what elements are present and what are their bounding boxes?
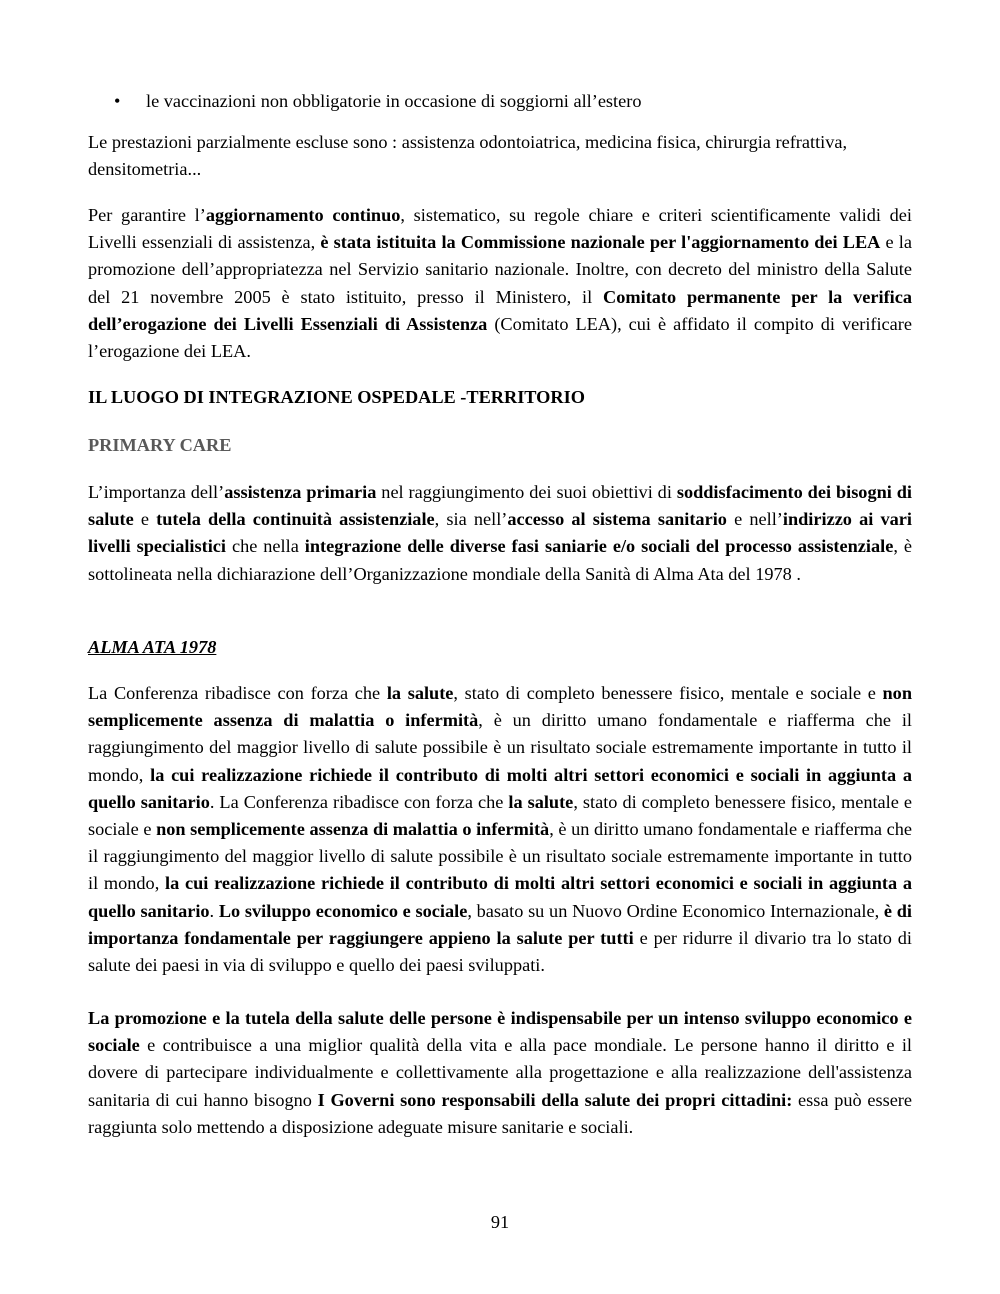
bold-text-run: soddisfacimento dei bisogni di salute [88, 482, 912, 530]
text-run: , sia nell’ [434, 509, 508, 530]
bold-text-run: Lo sviluppo economico e sociale [218, 900, 468, 921]
text-run: e contribuisce a una miglior qualità della vita e alla pace mondiale. Le persone hanno il diritto e il dovere di partecipare individualmente e collettivamente alla progettazione e alla realizzazione dell'assistenza sanitaria di cui hanno bisogno [88, 1035, 912, 1110]
bold-text-run: la cui realizzazione richiede il contributo di molti altri settori economici e sociali in aggiunta a quello sanitario [88, 764, 912, 812]
text-run: , è un diritto umano fondamentale e riafferma che il raggiungimento del maggior livello di salute possibile è un risultato sociale estremamente importante in tutto il mondo, [88, 819, 912, 894]
text-run: Le prestazioni parzialmente escluse sono : assistenza odontoiatrica, medicina fisica, chirurgia refrattiva, densitometria... [88, 132, 848, 180]
bold-text-run: assistenza primaria [224, 482, 377, 502]
text-run: essa può essere raggiunta solo mettendo a disposizione adeguate misure sanitarie e sociali. [88, 1089, 913, 1137]
text-run: , sistematico, su regole chiare e criteri scientificamente validi dei Livelli essenziali di assistenza, [88, 205, 912, 253]
bold-text-run: integrazione delle diverse fasi saniarie e/o sociali del processo assistenziale [304, 536, 894, 557]
bold-text-run: Comitato permanente per la verifica dell’erogazione dei Livelli Essenziali di Assistenza [88, 286, 912, 334]
bold-text-run: I Governi sono responsabili della salute dei propri cittadini: [317, 1089, 793, 1110]
paragraph-alma-ata-conference [88, 680, 912, 979]
bold-text-run: accesso al sistema sanitario [507, 509, 727, 530]
text-run: e la promozione dell’appropriatezza nel Servizio sanitario nazionale. Inoltre, con decreto del ministro della Salute del 21 novembre 2005 è stato istituito, presso il Ministero, il [88, 232, 912, 307]
text-run: e per ridurre il divario tra lo stato di salute dei paesi in via di sviluppo e quello dei paesi sviluppati. [88, 927, 913, 976]
text-run: L’importanza dell’ [88, 482, 225, 502]
bold-text-run: è stata istituita la Commissione nazionale per l'aggiornamento dei LEA [320, 232, 881, 253]
bullet-text: le vaccinazioni non obbligatorie in occasione di soggiorni all’estero [146, 91, 642, 111]
bold-text-run: La promozione e la tutela della salute delle persone è indispensabile per un intenso sviluppo economico e sociale [88, 1008, 912, 1056]
text-run: , è un diritto umano fondamentale e riafferma che il raggiungimento del maggior livello di salute possibile è un risultato sociale estremamente importante in tutto il mondo, [88, 710, 912, 785]
paragraph-health-promotion [88, 1005, 912, 1141]
text-run: . [209, 900, 219, 921]
text-run: La Conferenza ribadisce con forza che [88, 683, 387, 703]
text-run: che nella [225, 536, 305, 557]
bold-text-run: indirizzo ai vari livelli specialistici [88, 509, 912, 557]
paragraph-partial-exclusions [88, 129, 912, 183]
subsection-heading-alma-ata: ALMA ATA 1978 [88, 637, 217, 657]
bold-text-run: non semplicemente assenza di malattia o infermità [88, 683, 912, 731]
paragraph-primary-care [88, 479, 912, 588]
paragraph-lea-update [88, 202, 912, 365]
bold-text-run: la salute [508, 791, 574, 812]
page-number: 91 [490, 1212, 510, 1232]
text-run: , basato su un Nuovo Ordine Economico Internazionale, [467, 900, 884, 921]
text-run: e nell’ [726, 509, 783, 530]
bold-text-run: è di importanza fondamentale per raggiungere appieno la salute per tutti [88, 900, 912, 948]
bold-text-run: non semplicemente assenza di malattia o infermità [156, 819, 550, 840]
text-run: . La Conferenza ribadisce con forza che [209, 791, 509, 812]
text-run: Per garantire l’ [88, 205, 206, 225]
subsection-heading: PRIMARY CARE [88, 435, 232, 455]
section-heading: IL LUOGO DI INTEGRAZIONE OSPEDALE -TERRITORIO [88, 387, 585, 407]
text-run: , stato di completo benessere fisico, mentale e sociale e [453, 683, 883, 703]
bold-text-run: tutela della continuità assistenziale [156, 509, 435, 530]
bold-text-run: la cui realizzazione richiede il contributo di molti altri settori economici e sociali in aggiunta a quello sanitario [88, 873, 912, 921]
bold-text-run: la salute [386, 683, 454, 703]
text-run: , è sottolineata nella dichiarazione dell’Organizzazione mondiale della Sanità di Alma Ata del 1978 . [88, 536, 912, 584]
bullet-icon: • [114, 91, 121, 111]
text-run: e [133, 509, 157, 530]
text-run: (Comitato LEA), cui è affidato il compito di verificare l’erogazione dei LEA. [88, 313, 912, 362]
text-run: , stato di completo benessere fisico, mentale e sociale e [88, 791, 912, 840]
bold-text-run: aggiornamento continuo [205, 205, 401, 225]
text-run: nel raggiungimento dei suoi obiettivi di [376, 482, 677, 502]
